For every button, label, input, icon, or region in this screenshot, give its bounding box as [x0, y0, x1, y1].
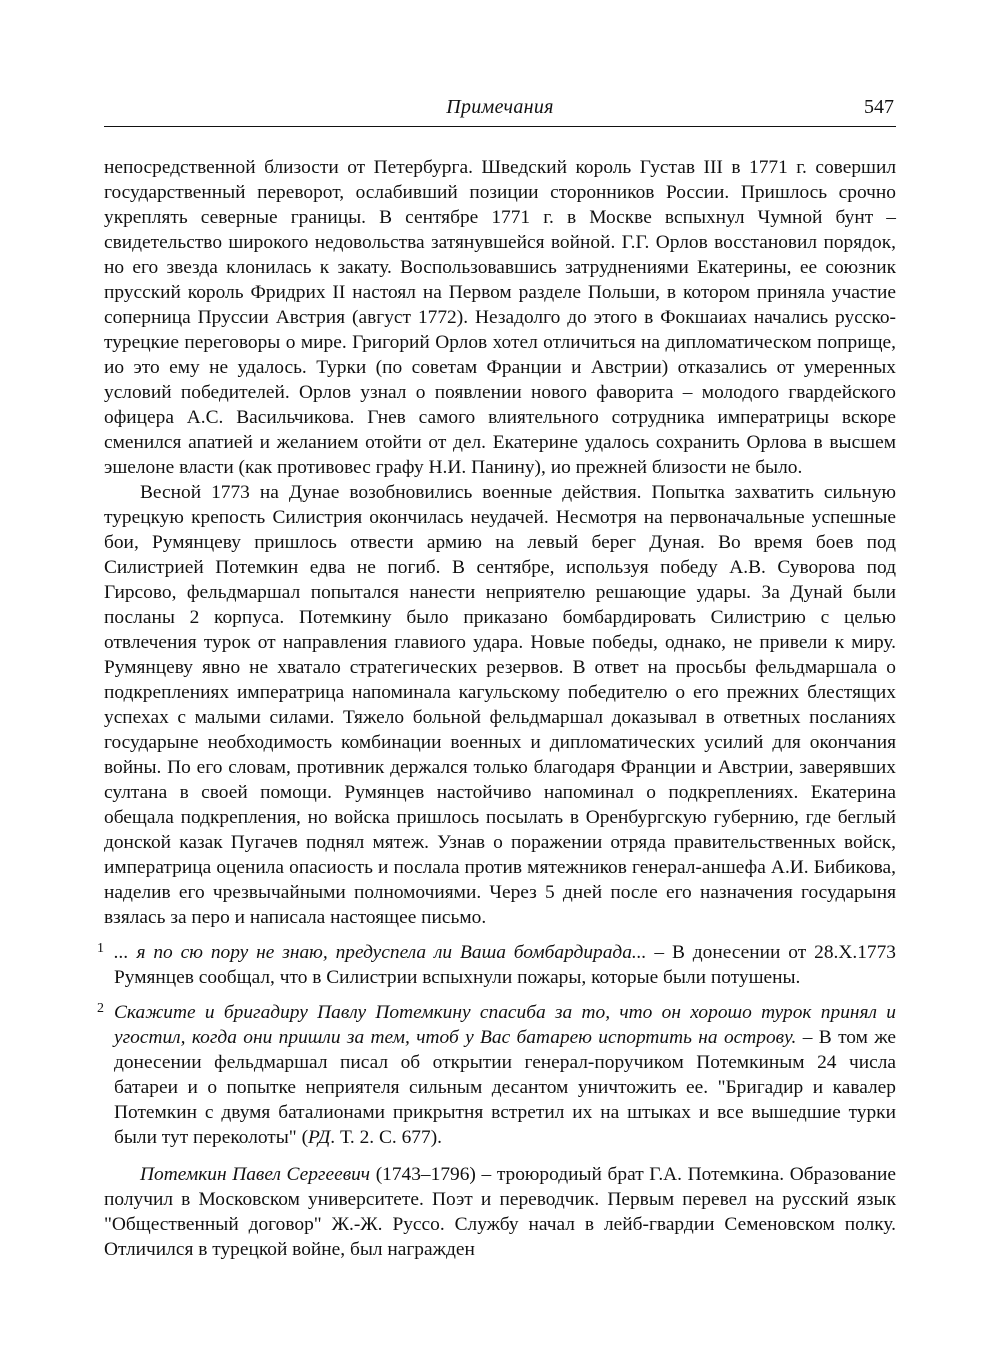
header-title: Примечания: [446, 96, 554, 118]
footnote-1: [97, 940, 896, 990]
footnote-marker: 1: [97, 941, 104, 956]
document-page: [97, 96, 897, 1262]
biography-text: (1743–1796) – троюродиый брат Г.А. Потемкина. Образование получил в Московском университете. Поэт и переводчик. Первым перевел на русский язык "Общественный договор" Ж.-Ж. Руссо. Службу начал в лейб-гвардии Семеновском полку. Отличился в турецкой войне, был награжден: [104, 1164, 896, 1260]
footnote-quote: Скажите и бригадиру Павлу Потемкину спасиба за то, что он хорошо турок принял и угостил, когда они пришли за тем, чтоб у Вас батарею испортить на острову.: [114, 1002, 896, 1048]
footnote-marker: 2: [97, 1001, 104, 1016]
footnote-2: [97, 1000, 897, 1150]
page-body: [97, 155, 897, 1262]
footnote-quote: ... я по сю пору не знаю, предуспела ли Ваша бомбардирада...: [114, 942, 647, 963]
biography-entry: [104, 1162, 896, 1262]
paragraph-2: Весной 1773 на Дунае возобновились военные действия. Попытка захватить сильную турецкую крепость Силистрия окончилась неудачей. Несмотря на первоначальные успешные бои, Румянцеву пришлось отвести армию на левый берег Дуная. Во время боев под Силистрией Потемкин едва не погиб. В сентябре, используя победу А.В. Суворова под Гирсово, фельдмаршал попытался нанести неприятелю решающие удары. За Дунай были посланы 2 корпуса. Потемкину было приказано бомбардировать Силистрию с целью отвлечения турок от направления главиого удара. Новые победы, однако, не привели к миру. Румянцеву явно не хватало стратегических резервов. В ответ на просьбы фельдмаршала о подкреплениях императрица напоминала кагульскому победителю о его прежних блестящих успехах с малыми силами. Тяжело больной фельдмаршал доказывал в ответных посланиях государыне необходимость комбинации военных и дипломатических усилий для окончания войны. По его словам, противник держался только благодаря Франции и Австрии, заверявших султана в своей помощи. Румянцев настойчиво напоминал о подкреплениях. Екатерина обещала подкрепления, но войска пришлось посылать в Оренбургскую губернию, где беглый донской казак Пугачев поднял мятеж. Узнав о поражении отряда правительственных войск, императрица оценила опасиость и послала против мятежников генерал-аншефа А.И. Бибикова, наделив его чрезвычайными полномочиями. Через 5 дней после его назначения государыня взялась за перо и написала настоящее письмо.: [104, 482, 896, 928]
biography-name: Потемкин Павел Сергеевич: [140, 1164, 371, 1185]
footnote-tail: . Т. 2. С. 677).: [330, 1127, 443, 1148]
page-number: 547: [864, 96, 894, 118]
footnote-text: – В том же донесении фельдмаршал писал об открытии генерал-поручиком Потемкиным 24 числа батареи и о попытке неприятеля сильным десантом уничтожить ее. "Бригадир и кавалер Потемкин с двумя баталионами прикрытня встретил их на штыках и все вышедшие турки были тут переколоты" (: [114, 1027, 897, 1148]
source-abbreviation: РД: [308, 1127, 331, 1148]
running-header: [104, 96, 896, 127]
paragraph-1: непосредственной близости от Петербурга. Шведский король Густав III в 1771 г. совершил государственный переворот, ослабивший позиции сторонников России. Пришлось срочно укреплять северные границы. В сентябре 1771 г. в Москве вспыхнул Чумной бунт – свидетельство широкого недовольства затянувшейся войной. Г.Г. Орлов восстановил порядок, но его звезда клонилась к закату. Воспользовавшись затруднениями Екатерины, ее союзник прусский король Фридрих II настоял на Первом разделе Польши, в котором приняла участие соперница Пруссии Австрия (август 1772). Незадолго до этого в Фокшаиах начались русско-турецкие переговоры о мире. Григорий Орлов хотел отличиться на дипломатическом поприще, ио это ему не удалось. Турки (по советам Франции и Австрии) отказались от умеренных условий победителей. Орлов узнал о появлении нового фаворита – молодого гвардейского офицера А.С. Васильчикова. Гнев самого влиятельного сотрудника императрицы вскоре сменился апатией и желанием отойти от дел. Екатерине удалось сохранить Орлова в высшем эшелоне власти (как противовес графу Н.И. Панину), ио прежней близости не было.: [104, 157, 896, 478]
footnote-text: – В донесении от 28.X.1773 Румянцев сообщал, что в Силистрии вспыхнули пожары, которые были потушены.: [114, 942, 896, 988]
